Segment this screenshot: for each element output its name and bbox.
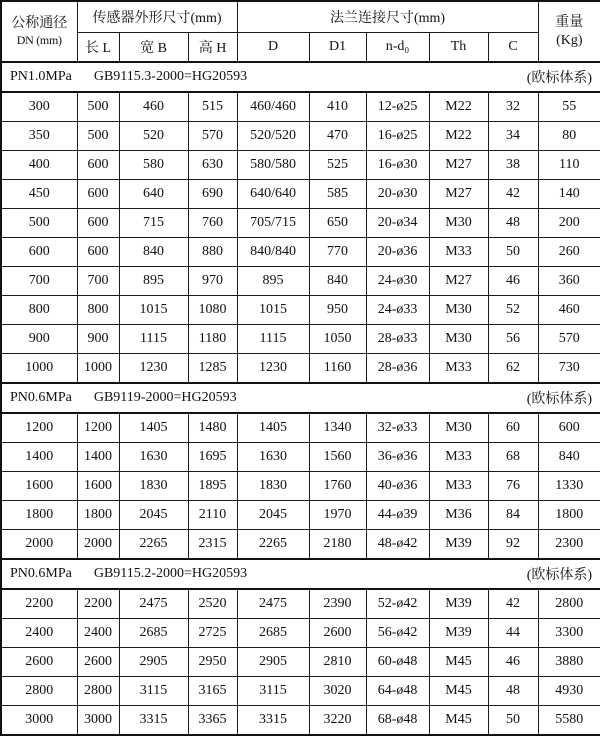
header-row-groups bbox=[1, 1, 600, 33]
spec-cell: 2950 bbox=[188, 648, 237, 677]
spec-cell: 1400 bbox=[1, 443, 77, 472]
section-header-cell bbox=[1, 383, 600, 413]
spec-cell: 715 bbox=[119, 209, 188, 238]
spec-cell: 20-ø36 bbox=[366, 238, 429, 267]
spec-cell: M30 bbox=[429, 413, 488, 443]
spec-cell: 600 bbox=[77, 209, 119, 238]
spec-cell: 46 bbox=[488, 648, 538, 677]
spec-cell: 520 bbox=[119, 122, 188, 151]
data-row bbox=[1, 648, 600, 677]
spec-cell: 1050 bbox=[309, 325, 366, 354]
spec-cell: 730 bbox=[538, 354, 600, 384]
section-standard: GB9115.2-2000=HG20593 bbox=[93, 566, 248, 581]
spec-cell: 2475 bbox=[119, 589, 188, 619]
spec-cell: 2600 bbox=[77, 648, 119, 677]
data-row bbox=[1, 706, 600, 736]
data-row bbox=[1, 180, 600, 209]
spec-cell: 60 bbox=[488, 413, 538, 443]
spec-cell: 110 bbox=[538, 151, 600, 180]
spec-cell: 570 bbox=[188, 122, 237, 151]
table-header bbox=[1, 1, 600, 62]
spec-cell: 68-ø48 bbox=[366, 706, 429, 736]
spec-cell: 2725 bbox=[188, 619, 237, 648]
spec-cell: 1405 bbox=[237, 413, 309, 443]
header-row-subcolumns bbox=[1, 33, 600, 63]
spec-cell: 20-ø34 bbox=[366, 209, 429, 238]
spec-cell: 34 bbox=[488, 122, 538, 151]
section-standard: GB9119-2000=HG20593 bbox=[93, 390, 237, 405]
spec-cell: 3000 bbox=[1, 706, 77, 736]
data-row bbox=[1, 677, 600, 706]
data-row bbox=[1, 501, 600, 530]
spec-cell: 600 bbox=[77, 180, 119, 209]
spec-cell: 16-ø30 bbox=[366, 151, 429, 180]
spec-cell: M30 bbox=[429, 296, 488, 325]
spec-cell: 450 bbox=[1, 180, 77, 209]
spec-cell: 46 bbox=[488, 267, 538, 296]
spec-cell: 24-ø30 bbox=[366, 267, 429, 296]
spec-cell: 2045 bbox=[119, 501, 188, 530]
spec-cell: 2110 bbox=[188, 501, 237, 530]
spec-table-body bbox=[1, 62, 600, 735]
spec-cell: 895 bbox=[237, 267, 309, 296]
spec-cell: 840 bbox=[538, 443, 600, 472]
section-pressure-rating: PN0.6MPa bbox=[10, 390, 72, 405]
spec-cell: 20-ø30 bbox=[366, 180, 429, 209]
header-cell-dn bbox=[1, 1, 77, 62]
spec-cell: 2600 bbox=[1, 648, 77, 677]
spec-cell: 3000 bbox=[77, 706, 119, 736]
header-cell-c: C bbox=[488, 33, 538, 63]
spec-cell: M27 bbox=[429, 151, 488, 180]
spec-cell: 1895 bbox=[188, 472, 237, 501]
spec-cell: 700 bbox=[77, 267, 119, 296]
data-row bbox=[1, 209, 600, 238]
spec-cell: 650 bbox=[309, 209, 366, 238]
spec-cell: 2400 bbox=[77, 619, 119, 648]
spec-cell: 68 bbox=[488, 443, 538, 472]
spec-cell: 1080 bbox=[188, 296, 237, 325]
spec-cell: 1230 bbox=[237, 354, 309, 384]
spec-cell: 1330 bbox=[538, 472, 600, 501]
spec-cell: 1400 bbox=[77, 443, 119, 472]
section-header-cell bbox=[1, 62, 600, 92]
spec-cell: 140 bbox=[538, 180, 600, 209]
spec-cell: 1405 bbox=[119, 413, 188, 443]
spec-cell: 55 bbox=[538, 92, 600, 122]
spec-cell: 1830 bbox=[237, 472, 309, 501]
spec-cell: 640 bbox=[119, 180, 188, 209]
spec-cell: 460/460 bbox=[237, 92, 309, 122]
spec-cell: 48-ø42 bbox=[366, 530, 429, 560]
spec-cell: 1340 bbox=[309, 413, 366, 443]
spec-cell: M39 bbox=[429, 589, 488, 619]
header-cell-d: D bbox=[237, 33, 309, 63]
spec-cell: 1630 bbox=[119, 443, 188, 472]
section-header-row bbox=[1, 383, 600, 413]
spec-cell: 585 bbox=[309, 180, 366, 209]
spec-cell: M27 bbox=[429, 180, 488, 209]
spec-cell: 690 bbox=[188, 180, 237, 209]
spec-cell: 2800 bbox=[1, 677, 77, 706]
spec-cell: 4930 bbox=[538, 677, 600, 706]
spec-cell: 64-ø48 bbox=[366, 677, 429, 706]
spec-cell: 3165 bbox=[188, 677, 237, 706]
spec-cell: 600 bbox=[1, 238, 77, 267]
spec-cell: 60-ø48 bbox=[366, 648, 429, 677]
spec-cell: 1800 bbox=[538, 501, 600, 530]
spec-cell: 84 bbox=[488, 501, 538, 530]
header-cell-flange-group: 法兰连接尺寸(mm) bbox=[237, 1, 538, 33]
section-pressure-rating: PN0.6MPa bbox=[10, 566, 72, 581]
spec-cell: 410 bbox=[309, 92, 366, 122]
data-row bbox=[1, 619, 600, 648]
spec-cell: 2300 bbox=[538, 530, 600, 560]
spec-cell: 44-ø39 bbox=[366, 501, 429, 530]
spec-cell: M33 bbox=[429, 472, 488, 501]
spec-cell: 600 bbox=[77, 151, 119, 180]
spec-cell: 580 bbox=[119, 151, 188, 180]
spec-cell: 2265 bbox=[119, 530, 188, 560]
spec-cell: 2045 bbox=[237, 501, 309, 530]
section-header-row bbox=[1, 559, 600, 589]
data-row bbox=[1, 238, 600, 267]
header-cell-th: Th bbox=[429, 33, 488, 63]
spec-cell: 600 bbox=[538, 413, 600, 443]
spec-cell: 3315 bbox=[237, 706, 309, 736]
spec-cell: 2905 bbox=[237, 648, 309, 677]
spec-cell: 1695 bbox=[188, 443, 237, 472]
spec-cell: 2600 bbox=[309, 619, 366, 648]
spec-cell: 600 bbox=[77, 238, 119, 267]
spec-cell: 500 bbox=[77, 122, 119, 151]
header-cell-height: 高 H bbox=[188, 33, 237, 63]
section-header-cell bbox=[1, 559, 600, 589]
spec-cell: M33 bbox=[429, 443, 488, 472]
spec-cell: 900 bbox=[77, 325, 119, 354]
spec-cell: 760 bbox=[188, 209, 237, 238]
spec-cell: 460 bbox=[538, 296, 600, 325]
spec-cell: 48 bbox=[488, 209, 538, 238]
spec-cell: 24-ø33 bbox=[366, 296, 429, 325]
spec-cell: 3115 bbox=[119, 677, 188, 706]
spec-cell: M45 bbox=[429, 648, 488, 677]
header-cell-d1: D1 bbox=[309, 33, 366, 63]
spec-cell: 1800 bbox=[1, 501, 77, 530]
spec-cell: 32 bbox=[488, 92, 538, 122]
spec-cell: 1970 bbox=[309, 501, 366, 530]
spec-cell: 1200 bbox=[77, 413, 119, 443]
header-cell-sensor-group: 传感器外形尺寸(mm) bbox=[77, 1, 237, 33]
data-row bbox=[1, 589, 600, 619]
spec-cell: 700 bbox=[1, 267, 77, 296]
data-row bbox=[1, 472, 600, 501]
spec-cell: 2000 bbox=[1, 530, 77, 560]
spec-cell: 1000 bbox=[1, 354, 77, 384]
spec-cell: M30 bbox=[429, 325, 488, 354]
spec-cell: 1180 bbox=[188, 325, 237, 354]
spec-cell: 52 bbox=[488, 296, 538, 325]
spec-cell: 42 bbox=[488, 589, 538, 619]
data-row bbox=[1, 443, 600, 472]
spec-cell: 1600 bbox=[1, 472, 77, 501]
spec-cell: 200 bbox=[538, 209, 600, 238]
spec-cell: 2265 bbox=[237, 530, 309, 560]
spec-cell: 2800 bbox=[538, 589, 600, 619]
spec-cell: M39 bbox=[429, 530, 488, 560]
data-row bbox=[1, 296, 600, 325]
spec-cell: 1015 bbox=[237, 296, 309, 325]
section-note: (欧标体系) bbox=[526, 568, 593, 583]
spec-cell: 880 bbox=[188, 238, 237, 267]
spec-cell: 460 bbox=[119, 92, 188, 122]
spec-cell: M33 bbox=[429, 354, 488, 384]
section-standard: GB9115.3-2000=HG20593 bbox=[93, 69, 248, 84]
data-row bbox=[1, 267, 600, 296]
spec-cell: 570 bbox=[538, 325, 600, 354]
spec-cell: 300 bbox=[1, 92, 77, 122]
spec-cell: 770 bbox=[309, 238, 366, 267]
spec-cell: 62 bbox=[488, 354, 538, 384]
spec-cell: 895 bbox=[119, 267, 188, 296]
spec-cell: 28-ø36 bbox=[366, 354, 429, 384]
spec-cell: M30 bbox=[429, 209, 488, 238]
spec-cell: 2685 bbox=[237, 619, 309, 648]
spec-cell: 50 bbox=[488, 238, 538, 267]
spec-cell: 2200 bbox=[77, 589, 119, 619]
section-note: (欧标体系) bbox=[526, 392, 593, 407]
spec-cell: 1285 bbox=[188, 354, 237, 384]
spec-cell: 2315 bbox=[188, 530, 237, 560]
spec-cell: 1800 bbox=[77, 501, 119, 530]
header-cell-nd0: n-d₀ bbox=[366, 33, 429, 63]
spec-cell: 76 bbox=[488, 472, 538, 501]
header-dn-unit: DN (mm) bbox=[16, 32, 62, 47]
spec-cell: 40-ø36 bbox=[366, 472, 429, 501]
spec-cell: 800 bbox=[77, 296, 119, 325]
spec-cell: 3300 bbox=[538, 619, 600, 648]
spec-cell: 2180 bbox=[309, 530, 366, 560]
spec-cell: M22 bbox=[429, 122, 488, 151]
spec-cell: 2400 bbox=[1, 619, 77, 648]
spec-cell: 1830 bbox=[119, 472, 188, 501]
data-row bbox=[1, 354, 600, 384]
spec-cell: 1160 bbox=[309, 354, 366, 384]
section-header-row bbox=[1, 62, 600, 92]
spec-cell: 1115 bbox=[237, 325, 309, 354]
spec-cell: 800 bbox=[1, 296, 77, 325]
spec-cell: 515 bbox=[188, 92, 237, 122]
spec-cell: 1015 bbox=[119, 296, 188, 325]
spec-cell: 1115 bbox=[119, 325, 188, 354]
spec-cell: 3115 bbox=[237, 677, 309, 706]
header-cell-width: 宽 B bbox=[119, 33, 188, 63]
spec-cell: 260 bbox=[538, 238, 600, 267]
spec-cell: M22 bbox=[429, 92, 488, 122]
data-row bbox=[1, 92, 600, 122]
spec-cell: 56 bbox=[488, 325, 538, 354]
spec-cell: 840 bbox=[119, 238, 188, 267]
spec-cell: 2520 bbox=[188, 589, 237, 619]
spec-cell: 705/715 bbox=[237, 209, 309, 238]
spec-cell: 5580 bbox=[538, 706, 600, 736]
spec-cell: 3220 bbox=[309, 706, 366, 736]
spec-cell: M27 bbox=[429, 267, 488, 296]
spec-cell: 520/520 bbox=[237, 122, 309, 151]
spec-cell: 80 bbox=[538, 122, 600, 151]
spec-cell: 580/580 bbox=[237, 151, 309, 180]
spec-cell: 1000 bbox=[77, 354, 119, 384]
data-row bbox=[1, 530, 600, 560]
data-row bbox=[1, 325, 600, 354]
spec-cell: 36-ø36 bbox=[366, 443, 429, 472]
spec-cell: 1630 bbox=[237, 443, 309, 472]
spec-cell: 28-ø33 bbox=[366, 325, 429, 354]
spec-cell: 42 bbox=[488, 180, 538, 209]
spec-cell: 3880 bbox=[538, 648, 600, 677]
spec-cell: 1230 bbox=[119, 354, 188, 384]
spec-cell: 400 bbox=[1, 151, 77, 180]
data-row bbox=[1, 151, 600, 180]
spec-cell: 500 bbox=[77, 92, 119, 122]
spec-cell: 2685 bbox=[119, 619, 188, 648]
spec-cell: 2905 bbox=[119, 648, 188, 677]
spec-cell: 500 bbox=[1, 209, 77, 238]
spec-cell: 630 bbox=[188, 151, 237, 180]
spec-cell: 350 bbox=[1, 122, 77, 151]
spec-cell: 525 bbox=[309, 151, 366, 180]
spec-cell: 970 bbox=[188, 267, 237, 296]
spec-cell: 16-ø25 bbox=[366, 122, 429, 151]
spec-cell: 470 bbox=[309, 122, 366, 151]
spec-cell: 12-ø25 bbox=[366, 92, 429, 122]
spec-cell: 2200 bbox=[1, 589, 77, 619]
spec-cell: 32-ø33 bbox=[366, 413, 429, 443]
data-row bbox=[1, 122, 600, 151]
header-dn-label: 公称通径 bbox=[11, 16, 68, 32]
section-note: (欧标体系) bbox=[526, 71, 593, 86]
header-weight-label: 重量 bbox=[555, 15, 584, 30]
spec-cell: 950 bbox=[309, 296, 366, 325]
data-row bbox=[1, 413, 600, 443]
spec-cell: 2475 bbox=[237, 589, 309, 619]
spec-cell: 2800 bbox=[77, 677, 119, 706]
spec-cell: 3315 bbox=[119, 706, 188, 736]
spec-cell: 56-ø42 bbox=[366, 619, 429, 648]
spec-cell: 1480 bbox=[188, 413, 237, 443]
spec-cell: 50 bbox=[488, 706, 538, 736]
spec-cell: 3020 bbox=[309, 677, 366, 706]
spec-cell: M36 bbox=[429, 501, 488, 530]
spec-cell: 2000 bbox=[77, 530, 119, 560]
spec-cell: M39 bbox=[429, 619, 488, 648]
section-pressure-rating: PN1.0MPa bbox=[10, 69, 72, 84]
spec-cell: 92 bbox=[488, 530, 538, 560]
header-cell-weight bbox=[538, 1, 600, 62]
spec-cell: 2810 bbox=[309, 648, 366, 677]
spec-cell: 1560 bbox=[309, 443, 366, 472]
spec-cell: M33 bbox=[429, 238, 488, 267]
spec-cell: 3365 bbox=[188, 706, 237, 736]
header-weight-unit: (Kg) bbox=[556, 32, 583, 48]
spec-cell: 38 bbox=[488, 151, 538, 180]
spec-cell: 840/840 bbox=[237, 238, 309, 267]
spec-cell: 48 bbox=[488, 677, 538, 706]
spec-cell: 840 bbox=[309, 267, 366, 296]
spec-cell: 1200 bbox=[1, 413, 77, 443]
spec-cell: 44 bbox=[488, 619, 538, 648]
spec-cell: 1760 bbox=[309, 472, 366, 501]
spec-cell: 640/640 bbox=[237, 180, 309, 209]
spec-cell: M45 bbox=[429, 706, 488, 736]
spec-cell: 1600 bbox=[77, 472, 119, 501]
header-cell-length: 长 L bbox=[77, 33, 119, 63]
spec-cell: 360 bbox=[538, 267, 600, 296]
spec-cell: M45 bbox=[429, 677, 488, 706]
spec-cell: 52-ø42 bbox=[366, 589, 429, 619]
spec-cell: 2390 bbox=[309, 589, 366, 619]
spec-cell: 900 bbox=[1, 325, 77, 354]
